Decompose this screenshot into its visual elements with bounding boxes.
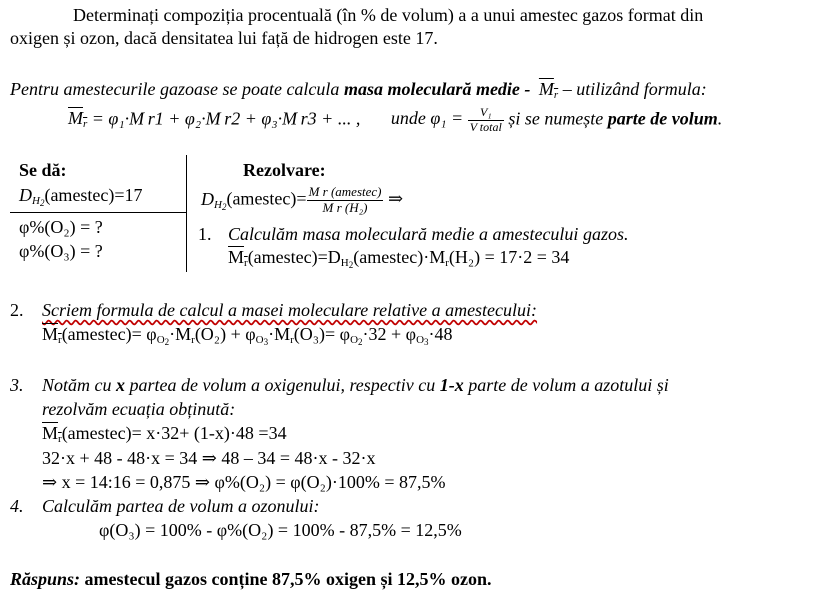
problem-line-1: Determinați compoziția procentuală (în % de volum) a a unui amestec gazos format din [73, 5, 704, 25]
step2-text: Scriem formula de calcul a masei moleculare relative a amestecului: [42, 300, 538, 320]
intro-formula: $M_r = \varphi_1\cdot M$ r1 + φ₂·M r2 + φ₃·M r3 + ... , unde φ₁ = $\frac{\text{V₁}}{\text{V total}}$ și se numește parte de volum. [68, 105, 723, 134]
answer-line: Răspuns: amestecul gazos conține 87,5% oxigen și 12,5% ozon. [10, 569, 492, 589]
solution-density-formula: $D_{H_2}(amestec)=$ $\frac{\text{M r (amestec)}}{\text{M r (H₂)}}$ ⇒ [201, 184, 404, 215]
given-density: $D_{H_2}(amestec)=17$ [19, 185, 143, 208]
intro-line: Pentru amestecurile gazoase se poate calcula masa moleculară medie - $M_r$ – utilizând formula: [10, 79, 707, 101]
step1-equation: $M_r(amestec)=D_{H_2}(amestec)\cdot M_r(H_2) = 17\cdot 2 = 34$ [228, 247, 570, 270]
step4-text: Calculăm partea de volum a ozonului: [42, 496, 320, 516]
step1-text: Calculăm masa moleculară medie a amestecului gazos. [228, 224, 629, 244]
table-horizontal-divider [10, 212, 186, 213]
step4-number: 4. [10, 496, 24, 516]
step3-equation-2: 32·x + 48 - 48·x = 34 ⇒ 48 – 34 = 48·x - 32·x [42, 448, 376, 468]
step3-number: 3. [10, 375, 24, 395]
step3-text-line-1: Notăm cu x partea de volum a oxigenului, respectiv cu 1-x parte de volum a azotului și [42, 375, 669, 395]
step2-equation: $M_r(amestec)= \varphi_{O_2}\cdot M_r(O_2) + \varphi_{O_3}\cdot M_r(O_3)= \varphi_{O_2}\cdot 32 + \varphi_{O_3}\cdot 48$ [42, 324, 453, 347]
step3-equation-3: ⇒ x = 14:16 = 0,875 ⇒ φ%(O₂) = φ(O₂)·100% = 87,5% [42, 472, 446, 492]
table-vertical-divider [186, 155, 187, 272]
problem-line-2: oxigen și ozon, dacă densitatea lui față de hidrogen este 17. [10, 28, 438, 48]
given-question-o2: φ%(O₂) = ? [19, 217, 103, 237]
step3-equation-1: $M_r(amestec)= x\cdot 32+ (1-x)\cdot 48 =34$ [42, 423, 287, 445]
given-question-o3: φ%(O₃) = ? [19, 241, 103, 261]
step3-text-line-2: rezolvăm ecuația obținută: [42, 399, 236, 419]
step2-number: 2. [10, 300, 24, 320]
given-header: Se dă: [19, 160, 67, 180]
solution-header: Rezolvare: [243, 160, 326, 180]
step1-number: 1. [198, 224, 212, 244]
step4-equation: φ(O₃) = 100% - φ%(O₂) = 100% - 87,5% = 12,5% [99, 520, 462, 540]
